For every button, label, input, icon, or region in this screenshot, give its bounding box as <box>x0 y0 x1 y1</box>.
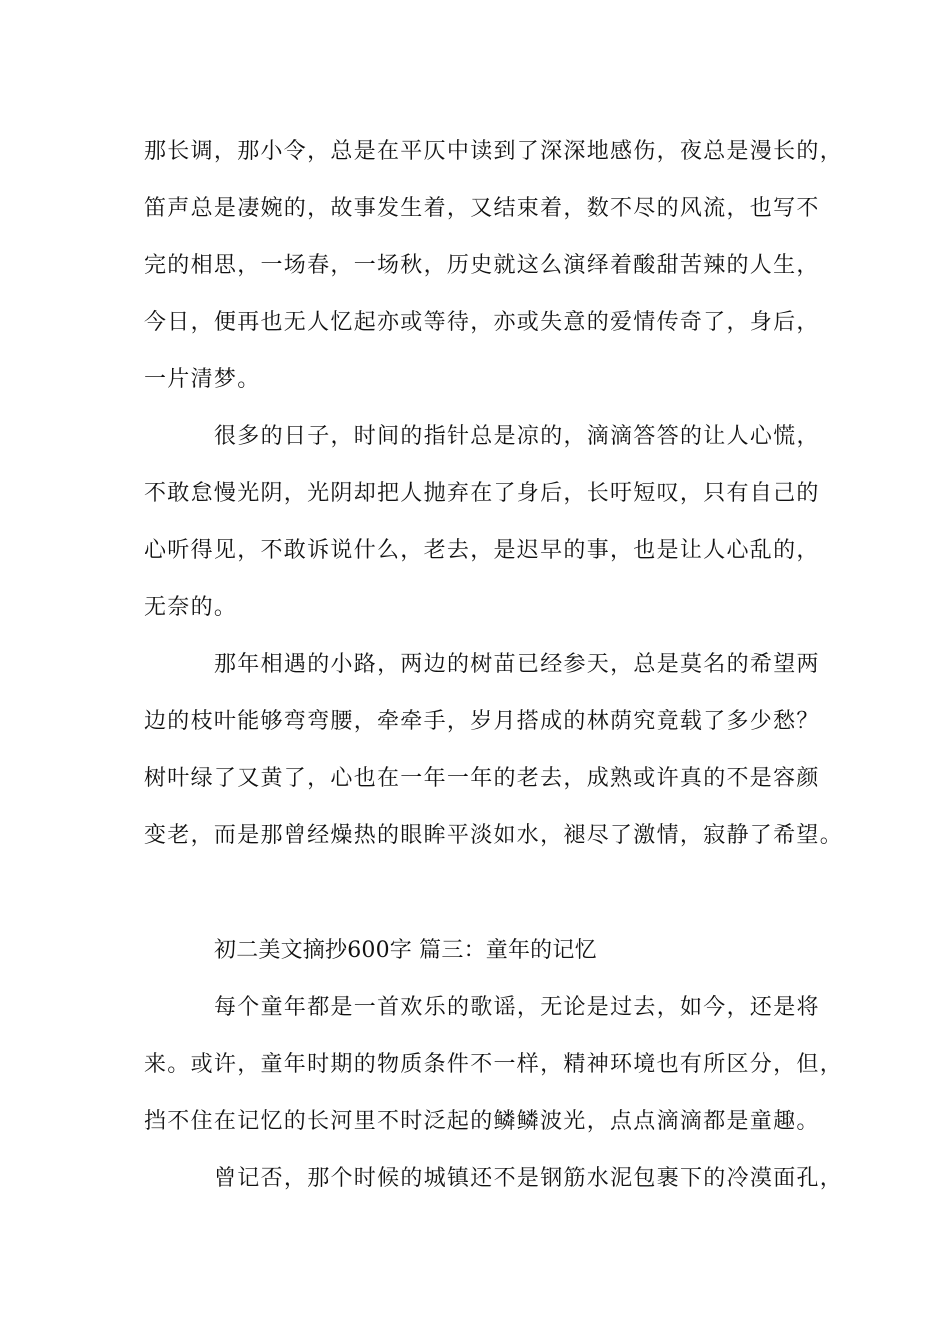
paragraph-1-line-5: 一片清梦。 <box>144 367 261 392</box>
paragraph-1-line-4: 今日，便再也无人忆起亦或等待，亦或失意的爱情传奇了，身后， <box>144 310 820 335</box>
paragraph-2-line-3: 心听得见，不敢诉说什么，老去，是迟早的事，也是让人心乱的， <box>144 538 820 563</box>
paragraph-4-line-2: 来。或许，童年时期的物质条件不一样，精神环境也有所区分，但， <box>144 1052 844 1077</box>
paragraph-3-line-2: 边的枝叶能够弯弯腰，牵牵手，岁月搭成的林荫究竟载了多少愁？ <box>144 709 820 734</box>
paragraph-4-line-3: 挡不住在记忆的长河里不时泛起的鳞鳞波光，点点滴滴都是童趣。 <box>144 1109 820 1134</box>
paragraph-3-line-1: 那年相遇的小路，两边的树苗已经参天，总是莫名的希望两 <box>214 652 820 677</box>
paragraph-1-line-1: 那长调，那小令，总是在平仄中读到了深深地感伤，夜总是漫长的， <box>144 139 844 164</box>
paragraph-1-line-2: 笛声总是凄婉的，故事发生着，又结束着，数不尽的风流，也写不 <box>144 196 820 221</box>
paragraph-1-line-3: 完的相思，一场春，一场秋，历史就这么演绎着酸甜苦辣的人生， <box>144 253 820 278</box>
paragraph-2-line-4: 无奈的。 <box>144 595 238 620</box>
paragraph-5-line-1: 曾记否，那个时候的城镇还不是钢筋水泥包裹下的冷漠面孔， <box>214 1166 844 1191</box>
paragraph-2-line-1: 很多的日子，时间的指针总是凉的，滴滴答答的让人心慌， <box>214 424 820 449</box>
paragraph-3-line-3: 树叶绿了又黄了，心也在一年一年的老去，成熟或许真的不是容颜 <box>144 766 820 791</box>
section-heading: 初二美文摘抄600字 篇三：童年的记忆 <box>214 938 597 963</box>
paragraph-3-line-4: 变老，而是那曾经燥热的眼眸平淡如水，褪尽了激情，寂静了希望。 <box>144 823 844 848</box>
paragraph-4-line-1: 每个童年都是一首欢乐的歌谣，无论是过去，如今，还是将 <box>214 995 820 1020</box>
paragraph-2-line-2: 不敢怠慢光阴，光阴却把人抛弃在了身后，长吁短叹，只有自己的 <box>144 481 820 506</box>
